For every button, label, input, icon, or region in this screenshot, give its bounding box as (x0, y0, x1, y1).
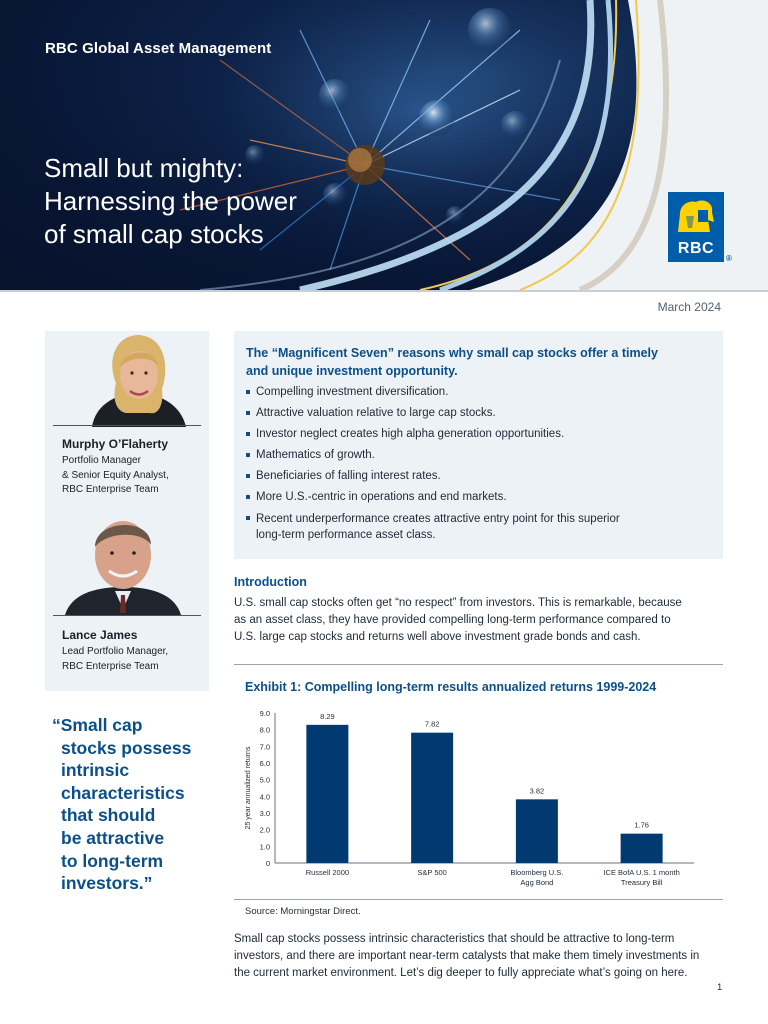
key-points-box (234, 331, 723, 559)
data-label: 3.82 (529, 786, 545, 796)
header-banner (0, 0, 768, 290)
text-line: as an asset class, they have provided compelling long-term performance compared to (234, 614, 671, 627)
quote-line: be attractive (61, 827, 165, 848)
author-sidebar (45, 331, 209, 691)
key-points-title (246, 345, 716, 380)
data-label: 1.76 (634, 820, 649, 830)
bar (516, 799, 558, 863)
quote-line: intrinsic (61, 760, 130, 781)
role-line: Portfolio Manager (62, 455, 141, 466)
role-line: Lead Portfolio Manager, (62, 646, 169, 657)
x-tick-label: Russell 2000 (305, 868, 350, 877)
list-item: Compelling investment diversification. (246, 385, 620, 406)
page-title (44, 152, 344, 251)
bar (621, 834, 663, 863)
closing-paragraph (234, 931, 724, 983)
text-line: U.S. large cap stocks and returns well above investment grade bonds and cash. (234, 631, 641, 644)
list-item: Mathematics of growth. (246, 448, 620, 469)
quote-line: “Small cap (52, 715, 143, 735)
key-points-list (246, 385, 620, 545)
list-item: Attractive valuation relative to large cap stocks. (246, 406, 620, 427)
title-line: The “Magnificent Seven” reasons why small cap stocks offer a timely (246, 346, 658, 360)
data-label: 8.29 (320, 711, 335, 721)
x-tick-label: Agg Bond (520, 878, 554, 887)
role-line: RBC Enterprise Team (62, 484, 159, 495)
photo-divider (53, 425, 201, 426)
x-tick-label: Treasury Bill (620, 878, 663, 887)
y-tick-label: 3.0 (259, 809, 270, 818)
brand-name: RBC Global Asset Management (45, 40, 272, 57)
exhibit-bottom-rule (234, 899, 723, 900)
y-tick-label: 7.0 (259, 742, 270, 752)
x-tick-label: Bloomberg U.S. (510, 868, 564, 877)
y-tick-label: 1.0 (259, 842, 270, 852)
y-tick-label: 8.0 (259, 725, 270, 735)
bar (411, 733, 453, 863)
x-tick-label: ICE BofA U.S. 1 month (603, 868, 680, 877)
author-photo (82, 331, 192, 427)
item-line: long-term performance asset class. (256, 529, 436, 541)
chart-bars (306, 725, 662, 863)
publish-date: March 2024 (657, 300, 721, 314)
item-line: Recent underperformance creates attractive entry point for this superior (256, 513, 620, 525)
role-line: & Senior Equity Analyst, (62, 469, 169, 481)
photo-divider (53, 615, 201, 616)
y-tick-label: 5.0 (259, 775, 270, 785)
exhibit-title: Exhibit 1: Compelling long-term results annualized returns 1999-2024 (245, 680, 657, 694)
text-line: Small cap stocks possess intrinsic characteristics that should be attractive to long-term (234, 933, 675, 945)
title-line: and unique investment opportunity. (246, 363, 458, 378)
y-tick-label: 0 (265, 859, 270, 868)
author-photo (63, 509, 183, 615)
title-line: Small but mighty: (44, 153, 244, 183)
title-line: of small cap stocks (44, 219, 264, 249)
title-line: Harnessing the power (44, 186, 297, 216)
list-item (246, 511, 620, 545)
bar (306, 725, 348, 863)
y-tick-label: 4.0 (259, 792, 270, 802)
author-role (62, 454, 169, 498)
list-item: Beneficiaries of falling interest rates. (246, 469, 620, 490)
quote-line: to long-term (61, 850, 164, 871)
section-heading: Introduction (234, 575, 307, 589)
registered-mark: ® (726, 254, 732, 263)
bar-chart (234, 704, 723, 896)
list-item: More U.S.-centric in operations and end markets. (246, 490, 620, 511)
data-label: 7.82 (424, 719, 440, 729)
rbc-logo (668, 192, 736, 264)
text-line: the current market environment. Let’s dig deeper to fully appreciate what’s going on here. (234, 967, 688, 980)
role-line: RBC Enterprise Team (62, 660, 159, 672)
y-axis-label: 25 year annualized returns (245, 746, 252, 830)
quote-line: investors.” (61, 873, 153, 894)
logo-shield (668, 192, 724, 262)
x-tick-label: S&P 500 (417, 868, 447, 877)
exhibit-top-rule (234, 664, 723, 665)
author-name: Lance James (62, 628, 138, 642)
pull-quote (52, 714, 227, 895)
quote-line: that should (61, 805, 156, 826)
author-name: Murphy O’Flaherty (62, 437, 169, 451)
page-number: 1 (717, 982, 723, 993)
chart-source: Source: Morningstar Direct. (245, 906, 361, 917)
text-line: U.S. small cap stocks often get “no respect” from investors. This is remarkable, because (234, 597, 682, 609)
lion-icon (668, 192, 724, 238)
y-tick-label: 6.0 (259, 759, 270, 768)
quote-line: characteristics (61, 782, 185, 803)
y-tick-label: 2.0 (259, 825, 270, 835)
y-tick-label: 9.0 (259, 709, 270, 718)
text-line: investors, and there are important near-term catalysts that make them timely investments in (234, 950, 700, 963)
intro-paragraph (234, 595, 724, 647)
header-divider (0, 290, 768, 292)
author-role (62, 645, 168, 674)
logo-text: RBC (677, 240, 715, 257)
quote-line: stocks possess (61, 737, 192, 758)
list-item: Investor neglect creates high alpha generation opportunities. (246, 427, 620, 448)
